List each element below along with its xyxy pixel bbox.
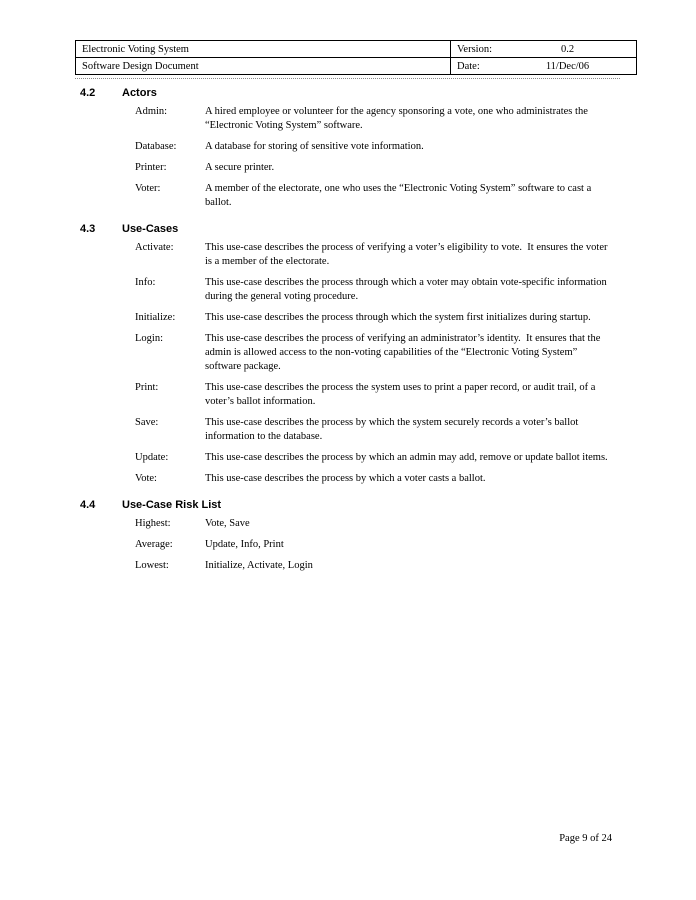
definition-entry [80,381,614,409]
entry-term: Login: [135,333,163,344]
entry-definition: A database for storing of sensitive vote information. [205,141,424,152]
date-value: 11/Dec/06 [545,60,590,72]
entry-definition: This use-case describes the process by which the system securely records a voter’s ballot information to the database. [205,417,581,442]
entry-definition: A secure printer. [205,162,275,173]
entry-term: Lowest: [135,560,169,571]
entry-definition: This use-case describes the process of verifying a voter’s eligibility to vote. It ensures the voter is a member of the electorate. [205,242,611,267]
definition-entry [80,140,614,154]
entry-term: Database: [135,141,177,152]
document-subtitle: Software Design Document [76,58,451,75]
entry-definition: This use-case describes the process through which the system first initializes during startup. [205,312,591,323]
entry-term: Initialize: [135,312,176,323]
version-value: 0.2 [560,43,575,55]
section-number: 4.4 [80,499,96,511]
section-use-cases [80,222,614,486]
section-heading [80,498,614,512]
entry-definition: A hired employee or volunteer for the agency sponsoring a vote, one who administrates the “Electronic Voting System” software. [205,106,591,131]
definition-entry [80,451,614,465]
definition-entry [80,105,614,133]
header-rule [75,78,620,79]
section-title: Use-Case Risk List [122,499,222,511]
header-row-subtitle [76,58,637,75]
entry-term: Info: [135,277,156,288]
definition-entry [80,472,614,486]
section-number: 4.3 [80,223,96,235]
entry-definition: Vote, Save [205,518,250,529]
entry-definition: This use-case describes the process by which a voter casts a ballot. [205,473,486,484]
definition-entry [80,241,614,269]
definition-entry [80,538,614,552]
definition-entry [80,161,614,175]
entry-definition: This use-case describes the process the system uses to print a paper record, or audit trail, of a voter’s ballot information. [205,382,599,407]
entry-term: Save: [135,417,159,428]
entry-definition: A member of the electorate, one who uses the “Electronic Voting System” software to cast a ballot. [205,183,594,208]
version-cell [451,41,637,58]
date-cell [451,58,637,75]
section-risk-list [80,498,614,573]
entry-term: Activate: [135,242,174,253]
section-number: 4.2 [80,87,96,99]
date-label: Date: [457,60,480,72]
definition-entry [80,311,614,325]
entry-definition: Update, Info, Print [205,539,284,550]
definition-entry [80,416,614,444]
entry-term: Voter: [135,183,161,194]
entry-term: Admin: [135,106,168,117]
entry-definition: This use-case describes the process of verifying an administrator’s identity. It ensures that the admin is allowed access to the non-voting capabilities of the “Electronic Voting System” software package. [205,333,604,372]
entry-term: Average: [135,539,173,550]
entry-definition: Initialize, Activate, Login [205,560,313,571]
entry-definition: This use-case describes the process by which an admin may add, remove or update ballot items. [205,452,608,463]
entry-term: Highest: [135,518,171,529]
header-row-title [76,41,637,58]
entry-definition: This use-case describes the process through which a voter may obtain vote-specific information during the general voting procedure. [205,277,610,302]
definition-entry [80,559,614,573]
section-title: Actors [122,87,157,99]
section-heading [80,86,614,100]
page-number: Page 9 of 24 [559,833,612,844]
section-heading [80,222,614,236]
entry-term: Update: [135,452,169,463]
entry-term: Vote: [135,473,157,484]
document-header-table [75,40,637,75]
section-actors [80,86,614,210]
definition-entry [80,182,614,210]
document-body [80,86,614,580]
entry-term: Printer: [135,162,167,173]
entry-term: Print: [135,382,159,393]
document-name: Electronic Voting System [76,41,451,58]
definition-entry [80,332,614,374]
section-title: Use-Cases [122,223,179,235]
definition-entry [80,276,614,304]
definition-entry [80,517,614,531]
version-label: Version: [457,43,492,55]
